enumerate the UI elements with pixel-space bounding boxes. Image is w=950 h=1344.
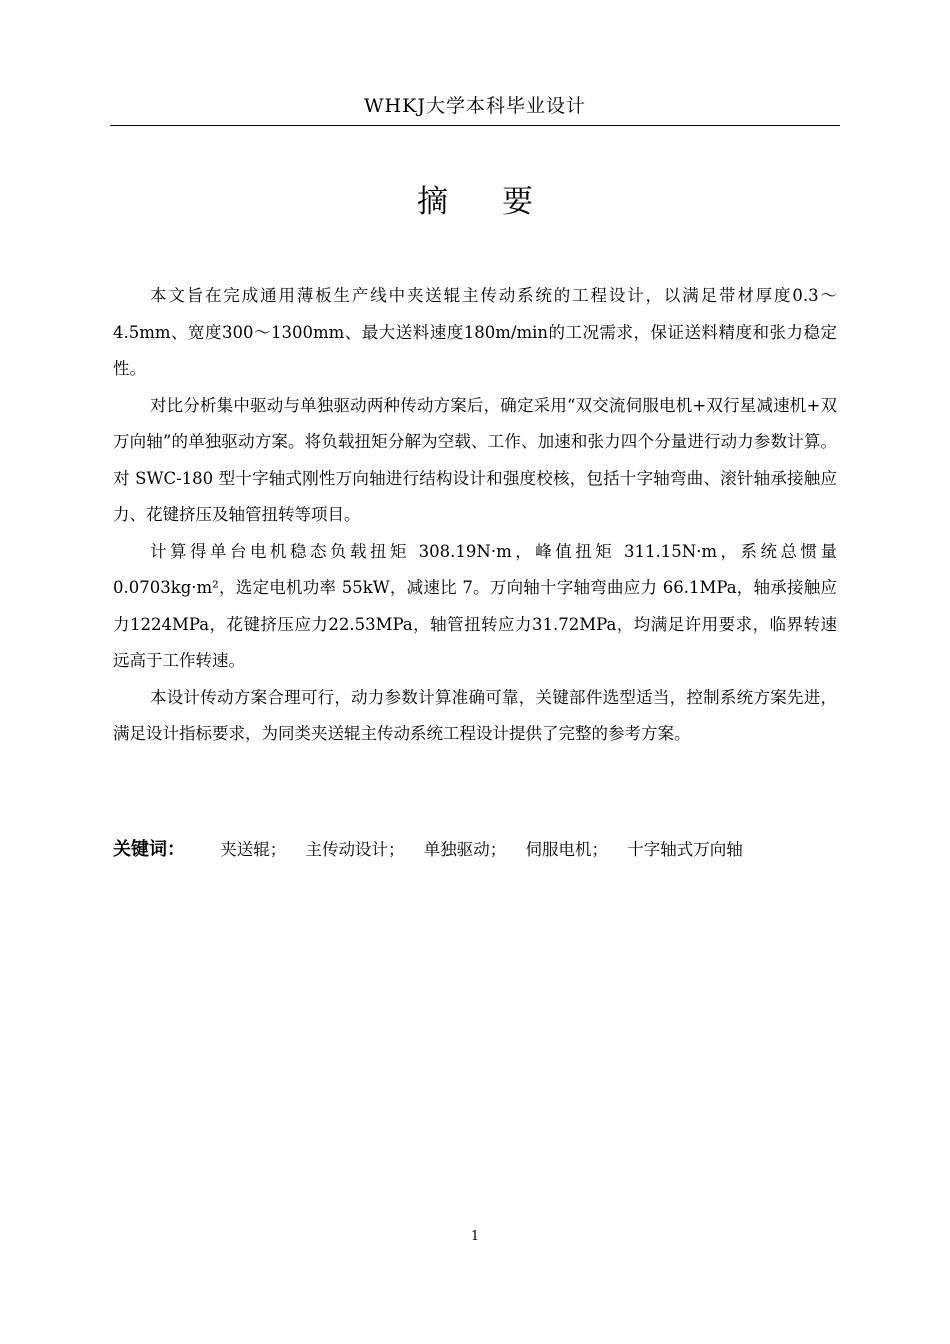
keyword-item: 夹送辊； [220,840,287,859]
abstract-title-char-2: 要 [502,184,533,220]
header-divider [110,125,840,126]
abstract-paragraph-4: 本设计传动方案合理可行，动力参数计算准确可靠，关键部件选型适当，控制系统方案先进，满足设计指标要求，为同类夹送辊主传动系统工程设计提供了完整的参考方案。 [113,687,837,743]
abstract-paragraph-1: 本文旨在完成通用薄板生产线中夹送辊主传动系统的工程设计，以满足带材厚度0.3～4.5mm、宽度300～1300mm、最大送料速度180m/min的工况需求，保证送料精度和张力稳定性。 [113,286,837,378]
abstract-body [113,278,837,753]
abstract-title-char-1: 摘 [417,184,448,220]
keywords-line [113,833,837,867]
abstract-title [110,180,840,224]
keyword-item: 主传动设计； [305,840,405,859]
page-header: WHKJ大学本科毕业设计 [364,95,586,117]
keywords-label: 关键词： [113,839,185,860]
keyword-item: 十字轴式万向轴 [627,840,743,859]
keyword-item: 伺服电机； [525,840,608,859]
abstract-paragraph-2: 对比分析集中驱动与单独驱动两种传动方案后，确定采用“双交流伺服电机+双行星减速机+双万向轴”的单独驱动方案。将负载扭矩分解为空载、工作、加速和张力四个分量进行动力参数计算。对 SWC-180 型十字轴式刚性万向轴进行结构设计和强度校核，包括十字轴弯曲、滚针轴承接触应力、花键挤压及轴管扭转等项目。 [113,395,837,524]
abstract-paragraph-3: 计算得单台电机稳态负载扭矩 308.19N·m，峰值扭矩 311.15N·m，系统总惯量0.0703kg·m²，选定电机功率 55kW，减速比 7。万向轴十字轴弯曲应力 66.1MPa，轴承接触应力1224MPa，花键挤压应力22.53MPa，轴管扭转应力31.72MPa，均满足许用要求，临界转速远高于工作转速。 [113,541,837,670]
keyword-item: 单独驱动； [423,840,507,859]
page-number: 1 [470,1229,480,1244]
